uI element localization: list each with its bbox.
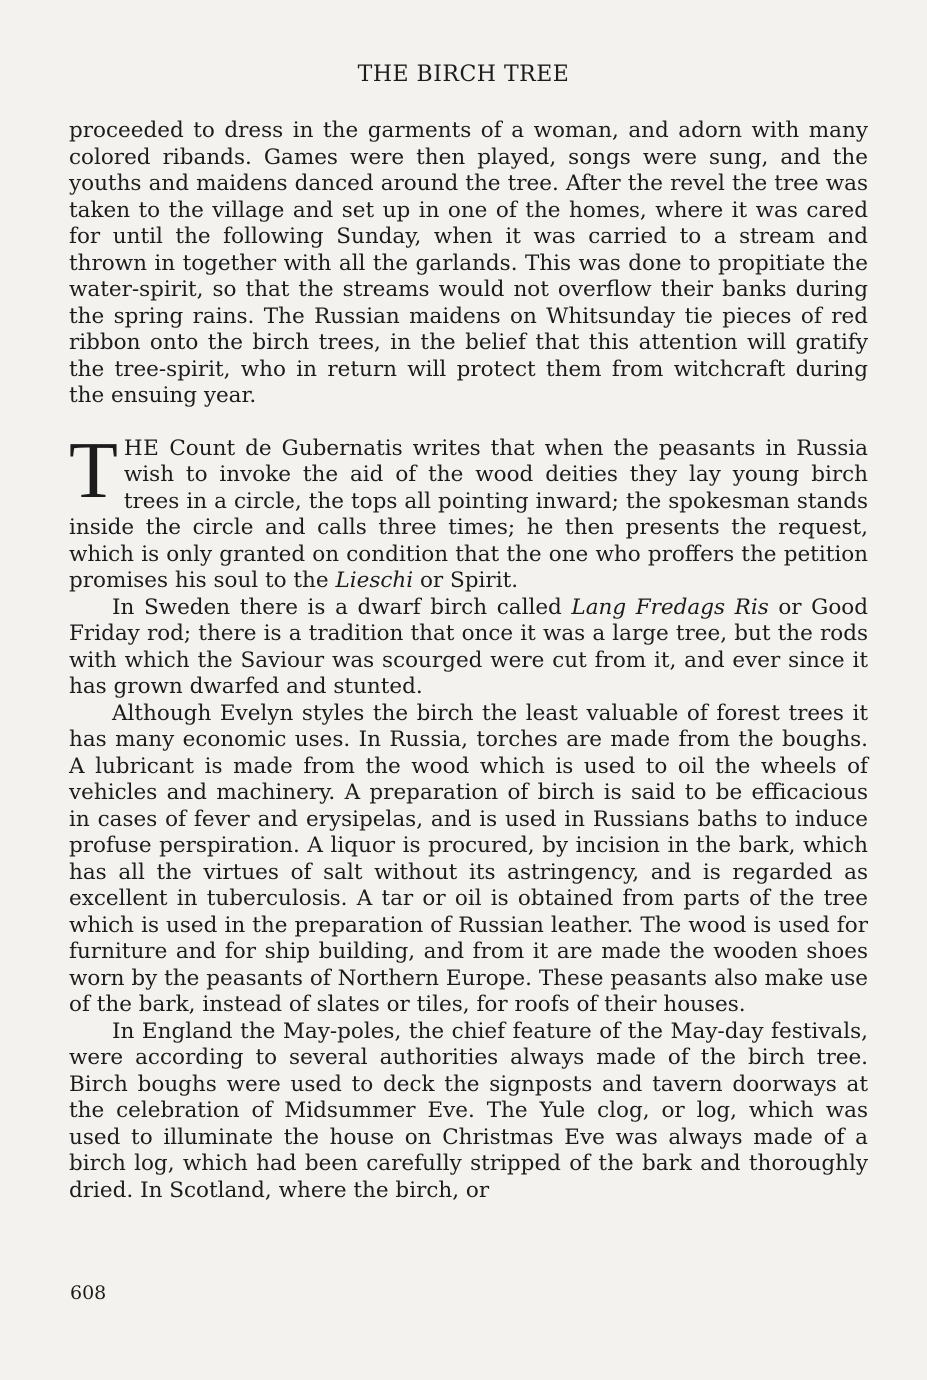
paragraph-continued: proceeded to dress in the garments of a woman, and adorn with many colored ribands. Games were then played, songs were sung, and the youths and maidens danced around the tree. After the revel the tree was taken to the village and set up in one of the homes, where it was cared for until the following Sunday, when it was carried to a stream and thrown in together with all the garlands. This was done to propitiate the water-spirit, so that the streams would not overflow their banks during the spring rains. The Russian maidens on Whitsunday tie pieces of red ribbon onto the birch trees, in the belief that this attention will gratify the tree-spirit, who in return will protect them from witchcraft during the ensuing year. bbox=[69, 118, 868, 408]
paragraph-text: Count de Gubernatis writes that when the peasants in Russia wish to invoke the aid of the wood deities they lay young birch trees in a circle, the tops all pointing inward; the spokesman stands inside the circle and calls three times; he then presents the request, which is only granted on condition that the one who proffers the petition promises his soul to the bbox=[69, 435, 868, 593]
paragraph-text: In Sweden there is a dwarf birch called bbox=[112, 594, 572, 620]
paragraph-dropcap bbox=[69, 426, 868, 595]
italic-term: Lieschi bbox=[335, 568, 414, 593]
paragraph-england: In England the May-poles, the chief feature of the May-day festivals, were according to several authorities always made of the birch tree. Birch boughs were used to deck the signposts and tavern doorways at the celebration of Midsummer Eve. The Yule clog, or log, which was used to illuminate the house on Christmas Eve was always made of a birch log, which had been carefully stripped of the bark and thoroughly dried. In Scotland, where the birch, or bbox=[69, 1018, 868, 1203]
page-number: 608 bbox=[70, 1282, 107, 1304]
italic-term: Lang Fredags Ris bbox=[571, 594, 769, 620]
paragraph-economic-uses: Although Evelyn styles the birch the least valuable of forest trees it has many economic uses. In Russia, torches are made from the boughs. A lubricant is made from the wood which is used to oil the wheels of vehicles and machinery. A preparation of birch is said to be efficacious in cases of fever and erysipelas, and is used in Russians baths to induce profuse perspiration. A liquor is procured, by incision in the bark, which has all the virtues of salt without its astringency, and is regarded as excellent in tuberculosis. A tar or oil is obtained from parts of the tree which is used in the preparation of Russian leather. The wood is used for furniture and for ship building, and from it are made the wooden shoes worn by the peasants of Northern Europe. These peasants also make use of the bark, instead of slates or tiles, for roofs of their houses. bbox=[69, 700, 868, 1017]
drop-cap-letter: T bbox=[69, 426, 118, 515]
body-text bbox=[69, 118, 868, 1204]
running-head-title: THE BIRCH TREE bbox=[357, 62, 570, 87]
paragraph-sweden bbox=[69, 595, 868, 701]
drop-cap-lead-text: HE bbox=[123, 435, 160, 461]
paragraph-text: or Good Friday rod; there is a tradition that once it was a large tree, but the rods with which the Saviour was scourged were cut from it, and ever since it has grown dwarfed and stunted. bbox=[69, 594, 868, 699]
paragraph-text: or Spirit. bbox=[413, 568, 519, 593]
